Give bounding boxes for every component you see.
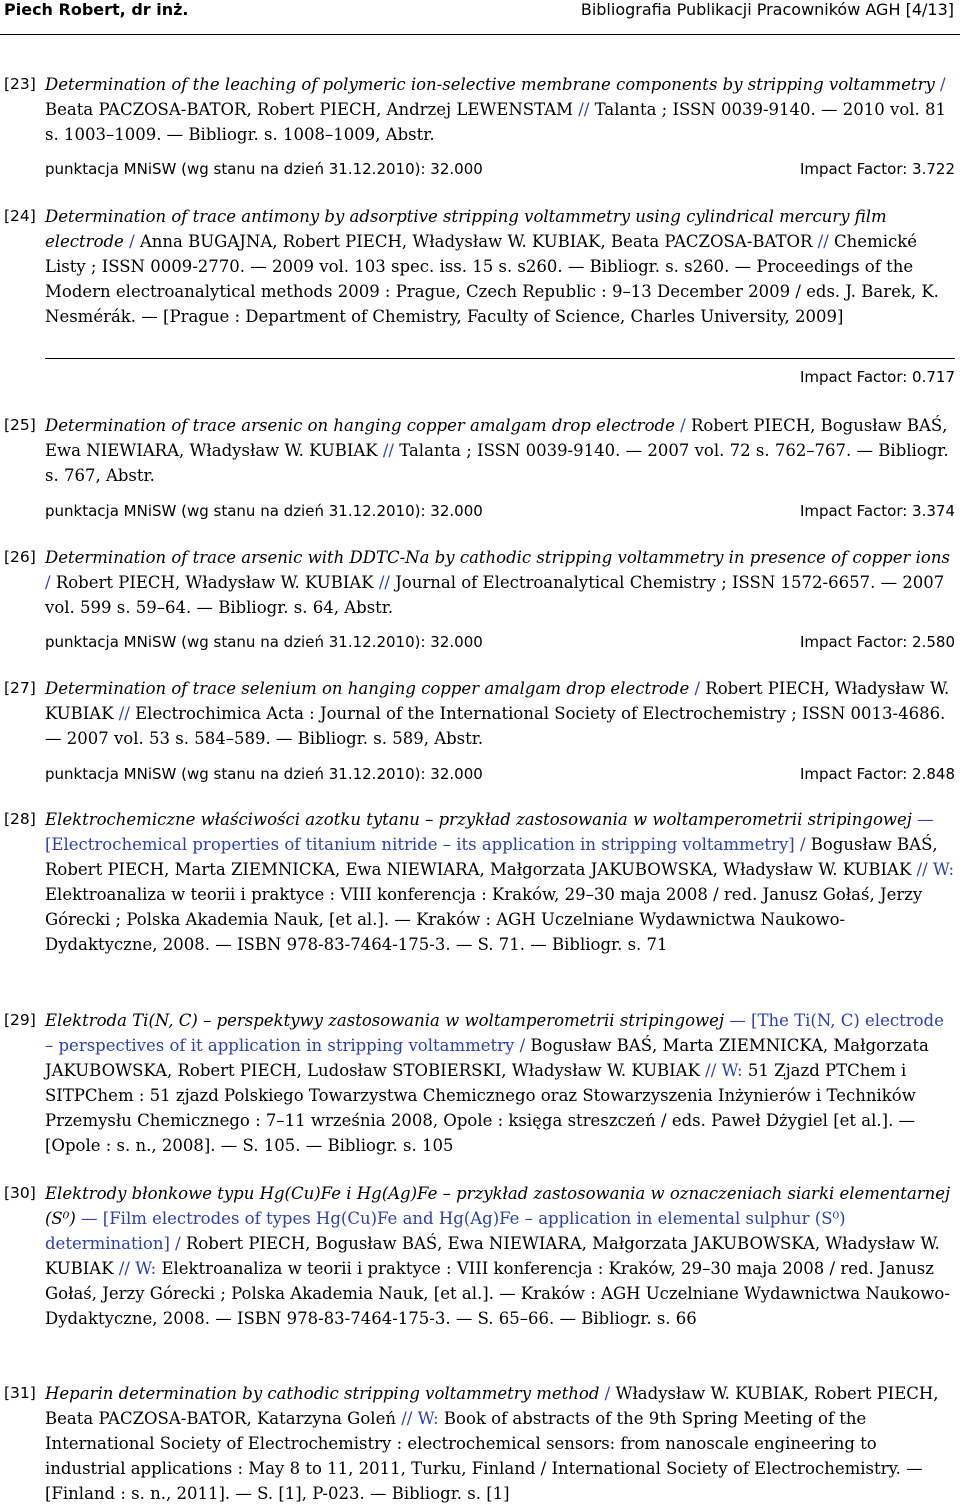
entry-separator: / <box>123 232 140 251</box>
entry-number: [25] <box>4 416 36 434</box>
entry-metrics-23 <box>45 160 955 184</box>
entry-authors: Bogusław BAŚ, Marta ZIEMNICKA, Małgorzata JAKUBOWSKA, Robert PIECH, Ludosław STOBIERSKI, Władysław W. KUBIAK <box>45 1036 929 1080</box>
page-header <box>0 0 960 22</box>
entry-separator: / <box>689 679 706 698</box>
entry-authors: Robert PIECH, Władysław W. KUBIAK <box>55 573 374 592</box>
entry-authors: Anna BUGAJNA, Robert PIECH, Władysław W. KUBIAK, Beata PACZOSA-BATOR <box>139 232 813 251</box>
impact-factor: Impact Factor: 2.848 <box>799 765 955 783</box>
impact-factor: Impact Factor: 0.717 <box>799 368 955 386</box>
entry-title: Elektrochemiczne właściwości azotku tytanu – przykład zastosowania w woltamperometrii stripingowej <box>45 810 912 829</box>
entry-number: [23] <box>4 75 36 93</box>
entry-source: Electrochimica Acta : Journal of the International Society of Electrochemistry ; ISSN 0013-4686. — 2007 vol. 53 s. 584–589. — Bibliogr. s. 589, Abstr. <box>45 704 946 748</box>
entry-separator: / <box>45 573 56 592</box>
entry-title: Determination of the leaching of polymeric ion-selective membrane components by stripping voltammetry <box>45 75 935 94</box>
entry-separator: // W: <box>911 860 955 879</box>
mnisw-points: punktacja MNiSW (wg stanu na dzień 31.12.2010): 32.000 <box>45 502 483 520</box>
entry-title: Determination of trace arsenic with DDTC-Na by cathodic stripping voltammetry in presence of copper ions <box>45 548 950 567</box>
entry-separator: // W: <box>113 1259 162 1278</box>
entry-title: Determination of trace selenium on hanging copper amalgam drop electrode <box>45 679 690 698</box>
entry-title: Determination of trace antimony by adsorptive stripping voltammetry using cylindrical mercury film electrode <box>45 207 887 251</box>
entry-separator: // <box>573 100 595 119</box>
entry-source: Talanta ; ISSN 0039-9140. — 2010 vol. 81 s. 1003–1009. — Bibliogr. s. 1008–1009, Abstr. <box>45 100 947 144</box>
impact-factor: Impact Factor: 3.374 <box>799 502 955 520</box>
entry-authors: Robert PIECH, Władysław W. KUBIAK <box>45 679 950 723</box>
impact-factor: Impact Factor: 2.580 <box>799 633 955 651</box>
bib-entry-24 <box>0 204 958 329</box>
entry-separator: // W: <box>395 1409 444 1428</box>
mnisw-points: punktacja MNiSW (wg stanu na dzień 31.12.2010): 32.000 <box>45 633 483 651</box>
bib-entry-28 <box>0 807 958 957</box>
entry-source: Book of abstracts of the 9th Spring Meeting of the International Society of Electrochemistry : electrochemical sensors: from nanoscale engineering to industrial applications : May 8 to 11, 2011, Turku, Finland / International Society of Electrochemistry. — [Finland : s. n., 2011]. — S. [1], P-023. — Bibliogr. s. [1] <box>45 1409 923 1503</box>
entry-separator: / <box>934 75 946 94</box>
bib-entry-26 <box>0 545 958 620</box>
entry-source: Talanta ; ISSN 0039-9140. — 2007 vol. 72 s. 762–767. — Bibliogr. s. 767, Abstr. <box>45 441 949 485</box>
entry-separator: — [Film electrodes of types Hg(Cu)Fe and Hg(Ag)Fe – application in elemental sulphur (S⁰) determination] / <box>45 1209 846 1253</box>
bib-entry-25 <box>0 413 958 488</box>
entry-authors: Bogusław BAŚ, Robert PIECH, Marta ZIEMNICKA, Ewa NIEWIARA, Małgorzata JAKUBOWSKA, Władysław W. KUBIAK <box>45 835 938 879</box>
page-indicator: [4/13] <box>905 0 954 19</box>
entry-separator: // <box>377 441 400 460</box>
entry-source: Elektroanaliza w teorii i praktyce : VIII konferencja : Kraków, 29–30 maja 2008 / red. Janusz Gołaś, Jerzy Górecki ; Polska Akademia Nauk, [et al.]. — Kraków : AGH Uczelniane Wydawnictwa Naukowo-Dydaktyczne, 2008. — ISBN 978-83-7464-175-3. — S. 71. — Bibliogr. s. 71 <box>45 885 923 954</box>
bibliography-title: Bibliografia Publikacji Pracowników AGH <box>580 0 901 19</box>
entry-number: [30] <box>4 1184 36 1202</box>
mnisw-points: punktacja MNiSW (wg stanu na dzień 31.12.2010): 32.000 <box>45 765 483 783</box>
entry-title: Elektroda Ti(N, C) – perspektywy zastosowania w woltamperometrii stripingowej <box>45 1011 725 1030</box>
entry-number: [29] <box>4 1011 36 1029</box>
entry-number: [27] <box>4 679 36 697</box>
entry-authors: Robert PIECH, Bogusław BAŚ, Ewa NIEWIARA, Małgorzata JAKUBOWSKA, Władysław W. KUBIAK <box>45 1234 940 1278</box>
header-title <box>581 0 954 19</box>
entry-source: Journal of Electroanalytical Chemistry ; ISSN 1572-6657. — 2007 vol. 599 s. 59–64. — Bibliogr. s. 64, Abstr. <box>45 573 945 617</box>
bib-entry-23 <box>0 72 958 147</box>
entry-title: Determination of trace arsenic on hanging copper amalgam drop electrode <box>45 416 675 435</box>
entry-title: Heparin determination by cathodic stripping voltammetry method <box>45 1384 600 1403</box>
entry-number: [24] <box>4 207 36 225</box>
bib-entry-29 <box>0 1008 958 1158</box>
header-rule <box>0 34 960 35</box>
entry-number: [31] <box>4 1384 36 1402</box>
entry-metrics-27 <box>45 765 955 789</box>
entry-number: [28] <box>4 810 36 828</box>
entry-separator: // <box>812 232 835 251</box>
entry-authors: Robert PIECH, Bogusław BAŚ, Ewa NIEWIARA, Władysław W. KUBIAK <box>45 416 948 460</box>
entry-authors: Władysław W. KUBIAK, Robert PIECH, Beata PACZOSA-BATOR, Katarzyna Goleń <box>45 1384 939 1428</box>
entry-separator: // <box>373 573 396 592</box>
author-name: Piech Robert, dr inż. <box>4 0 189 19</box>
bib-entry-31 <box>0 1381 958 1506</box>
entry-title: Elektrody błonkowe typu Hg(Cu)Fe i Hg(Ag)Fe – przykład zastosowania w oznaczeniach siarki elementarnej (S⁰) <box>45 1184 951 1228</box>
entry-source: Chemické Listy ; ISSN 0009-2770. — 2009 vol. 103 spec. iss. 15 s. s260. — Bibliogr. s. s260. — Proceedings of the Modern electroanalytical methods 2009 : Prague, Czech Republic : 9–13 December 2009 / eds. J. Barek, K. Nesmérák. — [Prague : Department of Chemistry, Faculty of Science, Charles University, 2009] <box>45 232 939 326</box>
entry-separator: / <box>599 1384 616 1403</box>
entry-separator: — [The Ti(N, C) electrode – perspectives of it application in stripping voltammetry / <box>45 1011 944 1055</box>
entry-metrics-24 <box>45 368 955 392</box>
entry-number: [26] <box>4 548 36 566</box>
entry-separator: — [Electrochemical properties of titanium nitride – its application in stripping voltammetry] / <box>45 810 934 854</box>
entry-separator: // <box>113 704 136 723</box>
entry-metrics-25 <box>45 502 955 526</box>
bib-entry-27 <box>0 676 958 751</box>
entry-separator: // W: <box>699 1061 748 1080</box>
entry-source: 51 Zjazd PTChem i SITPChem : 51 zjazd Polskiego Towarzystwa Chemicznego oraz Stowarzyszenia Inżynierów i Techników Przemysłu Chemicznego : 7–11 września 2008, Opole : księga streszczeń / eds. Paweł Dżygiel [et al.]. — [Opole : s. n., 2008]. — S. 105. — Bibliogr. s. 105 <box>45 1061 916 1155</box>
entry-metrics-26 <box>45 633 955 657</box>
entry-source: Elektroanaliza w teorii i praktyce : VIII konferencja : Kraków, 29–30 maja 2008 / red. Janusz Gołaś, Jerzy Górecki ; Polska Akademia Nauk, [et al.]. — Kraków : AGH Uczelniane Wydawnictwa Naukowo-Dydaktyczne, 2008. — ISBN 978-83-7464-175-3. — S. 65–66. — Bibliogr. s. 66 <box>45 1259 950 1328</box>
entry-rule <box>45 358 955 359</box>
entry-authors: Beata PACZOSA-BATOR, Robert PIECH, Andrzej LEWENSTAM <box>45 100 574 119</box>
mnisw-points: punktacja MNiSW (wg stanu na dzień 31.12.2010): 32.000 <box>45 160 483 178</box>
bib-entry-30 <box>0 1181 958 1331</box>
impact-factor: Impact Factor: 3.722 <box>799 160 955 178</box>
entry-separator: / <box>674 416 691 435</box>
